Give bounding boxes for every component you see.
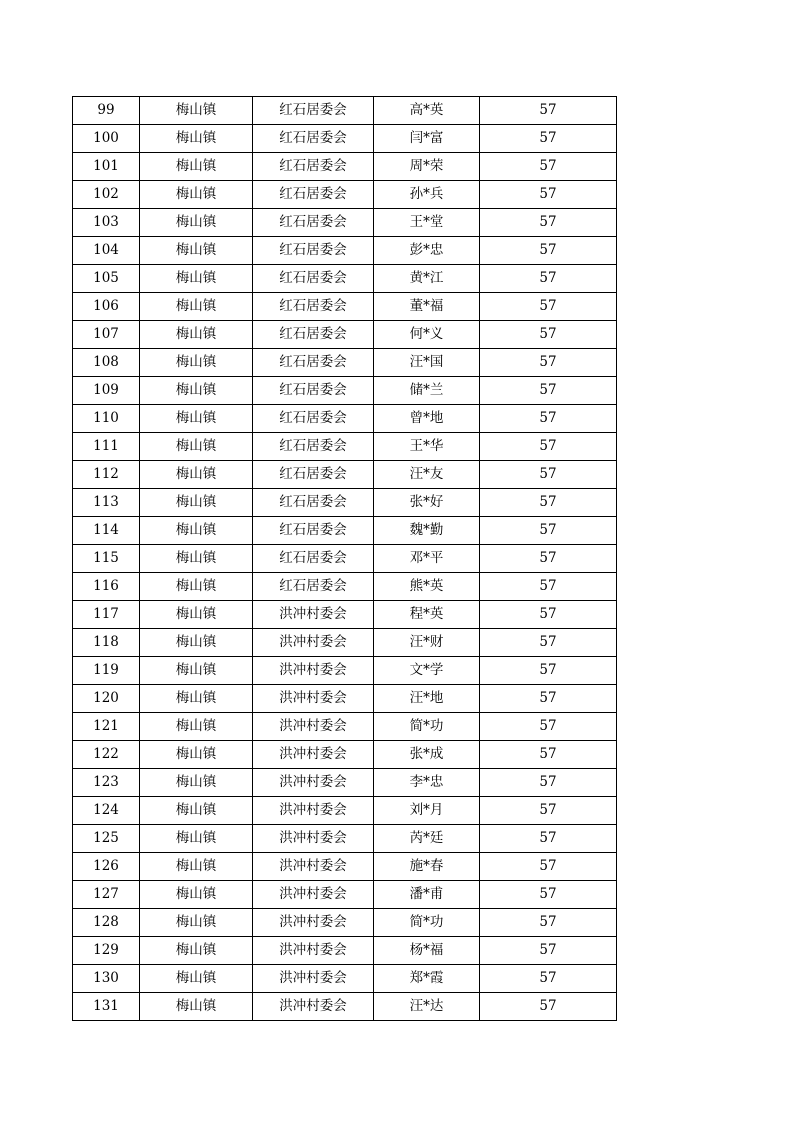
table-row (73, 573, 617, 601)
cell-amount: 57 (480, 657, 617, 685)
table-row (73, 769, 617, 797)
cell-number: 116 (73, 573, 140, 601)
cell-town: 梅山镇 (140, 125, 253, 153)
cell-amount: 57 (480, 377, 617, 405)
cell-name: 施*春 (374, 853, 480, 881)
cell-amount: 57 (480, 741, 617, 769)
cell-amount: 57 (480, 601, 617, 629)
cell-name: 闫*富 (374, 125, 480, 153)
cell-town: 梅山镇 (140, 629, 253, 657)
cell-committee: 洪冲村委会 (253, 993, 374, 1021)
cell-committee: 红石居委会 (253, 405, 374, 433)
table-row (73, 601, 617, 629)
cell-town: 梅山镇 (140, 909, 253, 937)
cell-number: 106 (73, 293, 140, 321)
cell-committee: 红石居委会 (253, 237, 374, 265)
cell-amount: 57 (480, 125, 617, 153)
cell-number: 120 (73, 685, 140, 713)
table-row (73, 825, 617, 853)
cell-committee: 洪冲村委会 (253, 629, 374, 657)
table-row (73, 293, 617, 321)
table-row (73, 937, 617, 965)
table-row (73, 433, 617, 461)
cell-number: 105 (73, 265, 140, 293)
table-row (73, 853, 617, 881)
cell-committee: 红石居委会 (253, 489, 374, 517)
cell-town: 梅山镇 (140, 433, 253, 461)
cell-amount: 57 (480, 265, 617, 293)
cell-town: 梅山镇 (140, 573, 253, 601)
cell-name: 李*忠 (374, 769, 480, 797)
cell-name: 文*学 (374, 657, 480, 685)
cell-town: 梅山镇 (140, 349, 253, 377)
cell-name: 魏*勤 (374, 517, 480, 545)
cell-amount: 57 (480, 825, 617, 853)
cell-committee: 红石居委会 (253, 517, 374, 545)
cell-name: 彭*忠 (374, 237, 480, 265)
cell-amount: 57 (480, 545, 617, 573)
table-row (73, 237, 617, 265)
cell-number: 126 (73, 853, 140, 881)
cell-name: 张*成 (374, 741, 480, 769)
cell-town: 梅山镇 (140, 713, 253, 741)
cell-name: 刘*月 (374, 797, 480, 825)
table-row (73, 685, 617, 713)
table-row (73, 405, 617, 433)
cell-amount: 57 (480, 993, 617, 1021)
cell-town: 梅山镇 (140, 825, 253, 853)
cell-name: 董*福 (374, 293, 480, 321)
table-body (73, 97, 617, 1021)
cell-committee: 洪冲村委会 (253, 601, 374, 629)
table-row (73, 517, 617, 545)
cell-town: 梅山镇 (140, 965, 253, 993)
cell-number: 123 (73, 769, 140, 797)
table-row (73, 125, 617, 153)
cell-number: 104 (73, 237, 140, 265)
cell-town: 梅山镇 (140, 153, 253, 181)
cell-name: 杨*福 (374, 937, 480, 965)
cell-number: 109 (73, 377, 140, 405)
cell-town: 梅山镇 (140, 657, 253, 685)
cell-amount: 57 (480, 909, 617, 937)
cell-town: 梅山镇 (140, 797, 253, 825)
cell-name: 简*功 (374, 909, 480, 937)
cell-town: 梅山镇 (140, 321, 253, 349)
cell-amount: 57 (480, 237, 617, 265)
cell-number: 103 (73, 209, 140, 237)
cell-amount: 57 (480, 405, 617, 433)
cell-number: 99 (73, 97, 140, 125)
cell-amount: 57 (480, 881, 617, 909)
cell-amount: 57 (480, 965, 617, 993)
cell-name: 张*好 (374, 489, 480, 517)
cell-name: 王*华 (374, 433, 480, 461)
cell-committee: 红石居委会 (253, 433, 374, 461)
cell-town: 梅山镇 (140, 181, 253, 209)
cell-town: 梅山镇 (140, 741, 253, 769)
table-row (73, 881, 617, 909)
cell-committee: 红石居委会 (253, 321, 374, 349)
cell-number: 101 (73, 153, 140, 181)
cell-number: 124 (73, 797, 140, 825)
cell-number: 122 (73, 741, 140, 769)
table-row (73, 377, 617, 405)
cell-number: 130 (73, 965, 140, 993)
cell-committee: 红石居委会 (253, 349, 374, 377)
cell-number: 131 (73, 993, 140, 1021)
cell-town: 梅山镇 (140, 937, 253, 965)
cell-name: 周*荣 (374, 153, 480, 181)
cell-committee: 洪冲村委会 (253, 937, 374, 965)
cell-name: 程*英 (374, 601, 480, 629)
cell-number: 110 (73, 405, 140, 433)
cell-town: 梅山镇 (140, 769, 253, 797)
cell-name: 熊*英 (374, 573, 480, 601)
cell-town: 梅山镇 (140, 601, 253, 629)
cell-amount: 57 (480, 517, 617, 545)
cell-amount: 57 (480, 321, 617, 349)
cell-town: 梅山镇 (140, 97, 253, 125)
cell-town: 梅山镇 (140, 685, 253, 713)
cell-amount: 57 (480, 181, 617, 209)
cell-name: 王*堂 (374, 209, 480, 237)
table-row (73, 657, 617, 685)
cell-number: 115 (73, 545, 140, 573)
cell-amount: 57 (480, 573, 617, 601)
cell-town: 梅山镇 (140, 881, 253, 909)
cell-committee: 红石居委会 (253, 181, 374, 209)
cell-name: 孙*兵 (374, 181, 480, 209)
table-row (73, 265, 617, 293)
cell-amount: 57 (480, 853, 617, 881)
table-row (73, 181, 617, 209)
cell-committee: 洪冲村委会 (253, 853, 374, 881)
cell-committee: 红石居委会 (253, 125, 374, 153)
cell-amount: 57 (480, 937, 617, 965)
table-row (73, 797, 617, 825)
cell-amount: 57 (480, 769, 617, 797)
cell-committee: 洪冲村委会 (253, 657, 374, 685)
cell-number: 117 (73, 601, 140, 629)
cell-committee: 红石居委会 (253, 545, 374, 573)
cell-number: 118 (73, 629, 140, 657)
cell-name: 汪*友 (374, 461, 480, 489)
cell-name: 曾*地 (374, 405, 480, 433)
cell-committee: 红石居委会 (253, 293, 374, 321)
cell-town: 梅山镇 (140, 993, 253, 1021)
cell-amount: 57 (480, 209, 617, 237)
cell-number: 100 (73, 125, 140, 153)
cell-town: 梅山镇 (140, 377, 253, 405)
cell-number: 107 (73, 321, 140, 349)
cell-number: 102 (73, 181, 140, 209)
cell-committee: 红石居委会 (253, 573, 374, 601)
cell-name: 潘*甫 (374, 881, 480, 909)
cell-committee: 红石居委会 (253, 209, 374, 237)
cell-number: 127 (73, 881, 140, 909)
cell-committee: 红石居委会 (253, 265, 374, 293)
cell-amount: 57 (480, 629, 617, 657)
table-row (73, 349, 617, 377)
cell-name: 简*功 (374, 713, 480, 741)
table-row (73, 629, 617, 657)
cell-number: 112 (73, 461, 140, 489)
cell-name: 芮*廷 (374, 825, 480, 853)
cell-committee: 洪冲村委会 (253, 741, 374, 769)
cell-town: 梅山镇 (140, 209, 253, 237)
cell-town: 梅山镇 (140, 853, 253, 881)
cell-number: 125 (73, 825, 140, 853)
cell-committee: 红石居委会 (253, 153, 374, 181)
cell-amount: 57 (480, 153, 617, 181)
table-row (73, 993, 617, 1021)
cell-name: 汪*国 (374, 349, 480, 377)
cell-committee: 红石居委会 (253, 377, 374, 405)
cell-amount: 57 (480, 97, 617, 125)
cell-committee: 洪冲村委会 (253, 881, 374, 909)
cell-committee: 洪冲村委会 (253, 909, 374, 937)
cell-amount: 57 (480, 797, 617, 825)
cell-name: 汪*财 (374, 629, 480, 657)
cell-town: 梅山镇 (140, 517, 253, 545)
cell-town: 梅山镇 (140, 237, 253, 265)
cell-amount: 57 (480, 685, 617, 713)
cell-committee: 洪冲村委会 (253, 825, 374, 853)
cell-name: 邓*平 (374, 545, 480, 573)
table-row (73, 321, 617, 349)
cell-amount: 57 (480, 349, 617, 377)
cell-number: 119 (73, 657, 140, 685)
table-row (73, 97, 617, 125)
cell-name: 何*义 (374, 321, 480, 349)
cell-number: 121 (73, 713, 140, 741)
cell-amount: 57 (480, 293, 617, 321)
table-row (73, 461, 617, 489)
cell-name: 高*英 (374, 97, 480, 125)
cell-town: 梅山镇 (140, 293, 253, 321)
table-row (73, 153, 617, 181)
cell-committee: 洪冲村委会 (253, 685, 374, 713)
cell-committee: 洪冲村委会 (253, 769, 374, 797)
table-row (73, 489, 617, 517)
cell-number: 128 (73, 909, 140, 937)
table-row (73, 545, 617, 573)
data-table (72, 96, 617, 1021)
cell-town: 梅山镇 (140, 545, 253, 573)
cell-town: 梅山镇 (140, 489, 253, 517)
cell-name: 汪*地 (374, 685, 480, 713)
cell-amount: 57 (480, 461, 617, 489)
cell-name: 汪*达 (374, 993, 480, 1021)
table-row (73, 909, 617, 937)
table-row (73, 209, 617, 237)
cell-name: 储*兰 (374, 377, 480, 405)
cell-committee: 洪冲村委会 (253, 797, 374, 825)
cell-name: 郑*霞 (374, 965, 480, 993)
cell-number: 108 (73, 349, 140, 377)
table-row (73, 965, 617, 993)
cell-committee: 红石居委会 (253, 461, 374, 489)
cell-committee: 红石居委会 (253, 97, 374, 125)
cell-number: 129 (73, 937, 140, 965)
cell-town: 梅山镇 (140, 461, 253, 489)
table-row (73, 713, 617, 741)
cell-number: 113 (73, 489, 140, 517)
table-row (73, 741, 617, 769)
cell-amount: 57 (480, 433, 617, 461)
cell-amount: 57 (480, 713, 617, 741)
cell-committee: 洪冲村委会 (253, 713, 374, 741)
cell-committee: 洪冲村委会 (253, 965, 374, 993)
cell-amount: 57 (480, 489, 617, 517)
cell-town: 梅山镇 (140, 265, 253, 293)
cell-name: 黄*江 (374, 265, 480, 293)
cell-number: 111 (73, 433, 140, 461)
cell-number: 114 (73, 517, 140, 545)
cell-town: 梅山镇 (140, 405, 253, 433)
